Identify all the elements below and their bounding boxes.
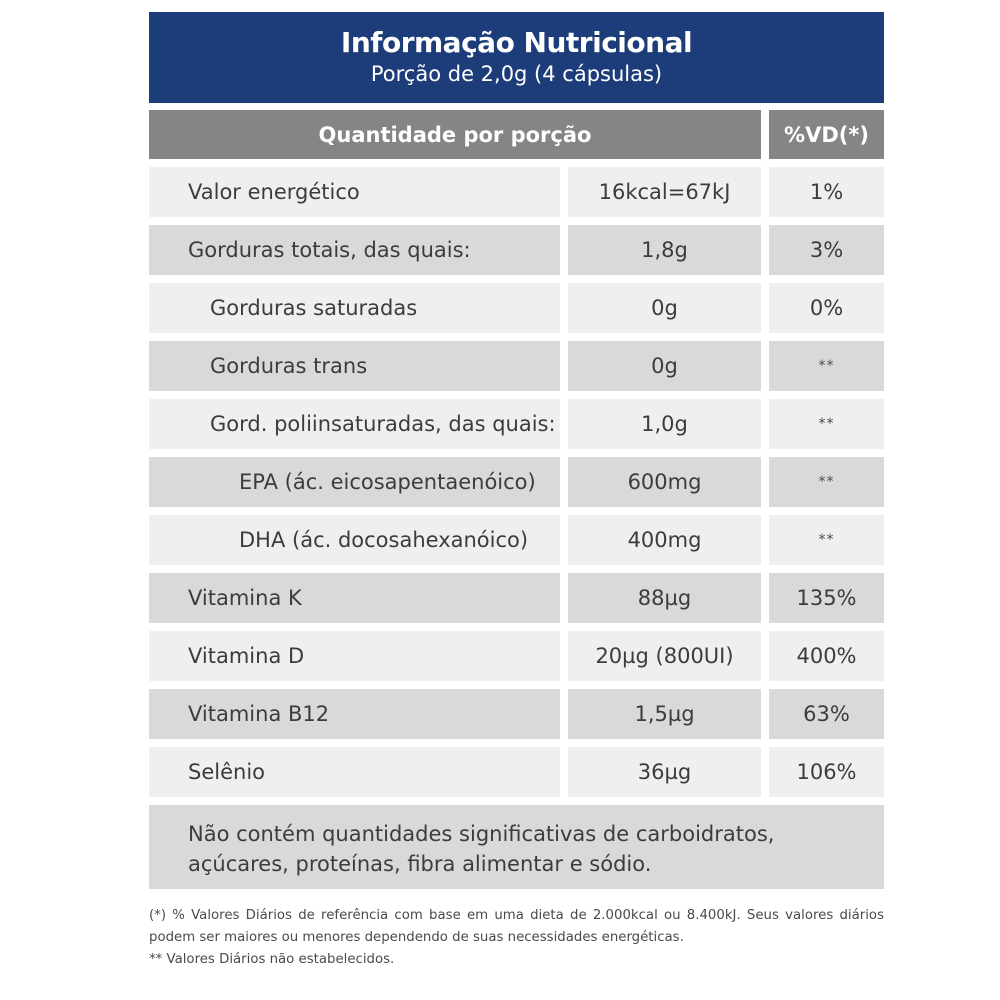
nutrient-rows [149,167,884,797]
nutrient-vd [769,399,884,449]
nutrient-amount: 400mg [568,515,761,565]
nutrient-name: Vitamina K [149,573,560,623]
nutrient-name: Gorduras saturadas [149,283,560,333]
nutrient-vd: 135% [769,573,884,623]
nutrient-amount: 1,8g [568,225,761,275]
table-row [149,515,884,565]
table-row [149,747,884,797]
column-header-quantity: Quantidade por porção [149,110,761,159]
nutrient-name: Vitamina D [149,631,560,681]
nutrient-vd: 63% [769,689,884,739]
nutrient-amount: 16kcal=67kJ [568,167,761,217]
nutrient-vd [769,515,884,565]
nutrient-amount: 20µg (800UI) [568,631,761,681]
table-row [149,341,884,391]
nutrition-note [149,805,884,889]
nutrient-vd [769,341,884,391]
column-header-vd: %VD(*) [769,110,884,159]
column-gap [761,110,769,159]
table-row [149,689,884,739]
footnote-not-established: ** Valores Diários não estabelecidos. [149,952,395,967]
nutrient-amount: 0g [568,341,761,391]
nutrient-name: Gord. poliinsaturadas, das quais: [149,399,560,449]
nutrient-vd: 3% [769,225,884,275]
nutrient-name: Vitamina B12 [149,689,560,739]
table-row [149,457,884,507]
not-established-mark: ** [818,358,835,374]
footnote-vd: (*) % Valores Diários de referência com base em uma dieta de 2.000kcal ou 8.400kJ. Seus valores diários podem ser maiores ou menores dependendo de suas necessidades energéticas. [149,908,884,945]
table-row [149,399,884,449]
nutrient-name: DHA (ác. docosahexanóico) [149,515,560,565]
nutrition-facts-table [149,12,884,889]
nutrient-name: EPA (ác. eicosapentaenóico) [149,457,560,507]
nutrient-vd: 106% [769,747,884,797]
table-title: Informação Nutricional [340,26,693,59]
nutrient-amount: 36µg [568,747,761,797]
table-header [149,12,884,103]
nutrition-note-line-2: açúcares, proteínas, fibra alimentar e sódio. [188,852,652,876]
nutrient-vd: 400% [769,631,884,681]
serving-size: Porção de 2,0g (4 cápsulas) [370,62,663,86]
nutrient-amount: 600mg [568,457,761,507]
nutrient-vd [769,457,884,507]
table-row [149,283,884,333]
nutrient-amount: 1,5µg [568,689,761,739]
table-row [149,631,884,681]
not-established-mark: ** [818,532,835,548]
nutrient-vd: 1% [769,167,884,217]
not-established-mark: ** [818,474,835,490]
column-header-row [149,110,884,159]
table-row [149,167,884,217]
nutrient-name: Gorduras totais, das quais: [149,225,560,275]
nutrient-name: Selênio [149,747,560,797]
nutrition-note-line-1: Não contém quantidades significativas de carboidratos, [188,822,775,846]
footnotes [149,905,884,971]
not-established-mark: ** [818,416,835,432]
nutrient-vd: 0% [769,283,884,333]
table-row [149,225,884,275]
nutrient-amount: 88µg [568,573,761,623]
nutrient-name: Gorduras trans [149,341,560,391]
nutrient-amount: 0g [568,283,761,333]
nutrient-amount: 1,0g [568,399,761,449]
nutrient-name: Valor energético [149,167,560,217]
table-row [149,573,884,623]
